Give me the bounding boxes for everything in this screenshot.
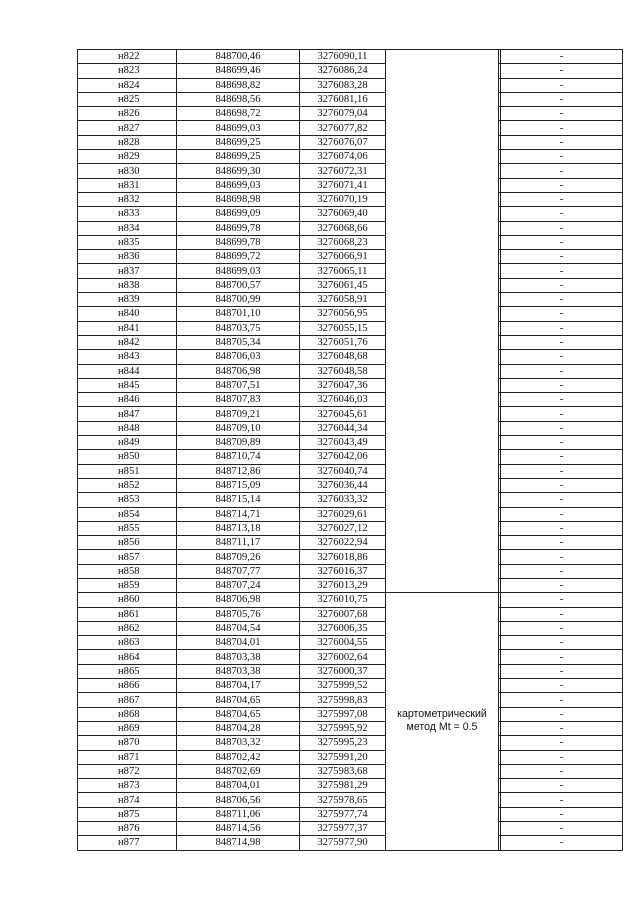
mark-cell: - [501, 707, 623, 721]
y-coordinate-cell: 3276076,07 [300, 135, 386, 149]
mark-cell: - [501, 135, 623, 149]
mark-cell: - [501, 50, 623, 64]
y-coordinate-cell: 3275995,92 [300, 721, 386, 735]
mark-cell: - [501, 192, 623, 206]
x-coordinate-cell: 848704,65 [177, 707, 300, 721]
method-cell [386, 593, 499, 850]
x-coordinate-cell: 848700,46 [177, 50, 300, 64]
mark-cell: - [501, 807, 623, 821]
y-coordinate-cell: 3276018,86 [300, 550, 386, 564]
table-row [78, 121, 623, 135]
method-label-line1: картометрический [397, 708, 487, 721]
point-id-cell: н832 [78, 192, 177, 206]
y-coordinate-cell: 3276077,82 [300, 121, 386, 135]
table-row [78, 250, 623, 264]
point-id-cell: н826 [78, 107, 177, 121]
point-id-cell: н824 [78, 78, 177, 92]
mark-cell: - [501, 764, 623, 778]
point-id-cell: н866 [78, 679, 177, 693]
table-row [78, 235, 623, 249]
point-id-cell: н843 [78, 350, 177, 364]
table-row [78, 107, 623, 121]
y-coordinate-cell: 3275998,83 [300, 693, 386, 707]
y-coordinate-cell: 3275995,23 [300, 736, 386, 750]
y-coordinate-cell: 3276033,32 [300, 493, 386, 507]
x-coordinate-cell: 848704,01 [177, 779, 300, 793]
point-id-cell: н873 [78, 779, 177, 793]
mark-cell: - [501, 207, 623, 221]
x-coordinate-cell: 848699,03 [177, 121, 300, 135]
mark-cell: - [501, 64, 623, 78]
table-row [78, 779, 623, 793]
mark-cell: - [501, 593, 623, 607]
point-id-cell: н874 [78, 793, 177, 807]
point-id-cell: н870 [78, 736, 177, 750]
point-id-cell: н834 [78, 221, 177, 235]
mark-cell: - [501, 607, 623, 621]
mark-cell: - [501, 436, 623, 450]
y-coordinate-cell: 3275977,37 [300, 822, 386, 836]
table-row [78, 164, 623, 178]
y-coordinate-cell: 3276042,06 [300, 450, 386, 464]
x-coordinate-cell: 848703,32 [177, 736, 300, 750]
mark-cell: - [501, 507, 623, 521]
x-coordinate-cell: 848701,10 [177, 307, 300, 321]
y-coordinate-cell: 3276065,11 [300, 264, 386, 278]
table-row [78, 135, 623, 149]
point-id-cell: н835 [78, 235, 177, 249]
x-coordinate-cell: 848704,17 [177, 679, 300, 693]
table-row [78, 64, 623, 78]
mark-cell: - [501, 164, 623, 178]
x-coordinate-cell: 848706,56 [177, 793, 300, 807]
table-row [78, 293, 623, 307]
table-row [78, 150, 623, 164]
y-coordinate-cell: 3275997,08 [300, 707, 386, 721]
point-id-cell: н852 [78, 478, 177, 492]
point-id-cell: н833 [78, 207, 177, 221]
x-coordinate-cell: 848703,38 [177, 664, 300, 678]
x-coordinate-cell: 848699,46 [177, 64, 300, 78]
table-row [78, 564, 623, 578]
x-coordinate-cell: 848715,14 [177, 493, 300, 507]
point-id-cell: н822 [78, 50, 177, 64]
table-row [78, 92, 623, 106]
mark-cell: - [501, 721, 623, 735]
mark-cell: - [501, 464, 623, 478]
point-id-cell: н848 [78, 421, 177, 435]
y-coordinate-cell: 3276072,31 [300, 164, 386, 178]
table-row [78, 707, 623, 721]
table-row [78, 50, 623, 64]
y-coordinate-cell: 3276068,23 [300, 235, 386, 249]
mark-cell: - [501, 521, 623, 535]
y-coordinate-cell: 3276013,29 [300, 578, 386, 592]
point-id-cell: н857 [78, 550, 177, 564]
method-label-line2: метод Mt = 0.5 [406, 721, 478, 734]
mark-cell: - [501, 378, 623, 392]
table-row [78, 436, 623, 450]
mark-cell: - [501, 664, 623, 678]
point-id-cell: н847 [78, 407, 177, 421]
point-id-cell: н856 [78, 536, 177, 550]
point-id-cell: н849 [78, 436, 177, 450]
y-coordinate-cell: 3276047,36 [300, 378, 386, 392]
y-coordinate-cell: 3276086,24 [300, 64, 386, 78]
y-coordinate-cell: 3276090,11 [300, 50, 386, 64]
x-coordinate-cell: 848706,98 [177, 593, 300, 607]
point-id-cell: н844 [78, 364, 177, 378]
point-id-cell: н872 [78, 764, 177, 778]
table-row [78, 278, 623, 292]
x-coordinate-cell: 848704,54 [177, 621, 300, 635]
point-id-cell: н851 [78, 464, 177, 478]
x-coordinate-cell: 848705,34 [177, 335, 300, 349]
point-id-cell: н839 [78, 293, 177, 307]
table-row [78, 578, 623, 592]
y-coordinate-cell: 3276036,44 [300, 478, 386, 492]
y-coordinate-cell: 3275981,29 [300, 779, 386, 793]
x-coordinate-cell: 848709,26 [177, 550, 300, 564]
y-coordinate-cell: 3275999,52 [300, 679, 386, 693]
point-id-cell: н846 [78, 393, 177, 407]
x-coordinate-cell: 848714,98 [177, 836, 300, 850]
point-id-cell: н845 [78, 378, 177, 392]
mark-cell: - [501, 278, 623, 292]
table-row [78, 264, 623, 278]
table-row [78, 464, 623, 478]
table-row [78, 621, 623, 635]
point-id-cell: н858 [78, 564, 177, 578]
point-id-cell: н831 [78, 178, 177, 192]
point-id-cell: н864 [78, 650, 177, 664]
point-id-cell: н838 [78, 278, 177, 292]
x-coordinate-cell: 848700,57 [177, 278, 300, 292]
point-id-cell: н853 [78, 493, 177, 507]
table-row [78, 693, 623, 707]
table-row [78, 536, 623, 550]
y-coordinate-cell: 3275991,20 [300, 750, 386, 764]
y-coordinate-cell: 3276083,28 [300, 78, 386, 92]
table-row [78, 335, 623, 349]
x-coordinate-cell: 848714,71 [177, 507, 300, 521]
mark-cell: - [501, 750, 623, 764]
mark-cell: - [501, 307, 623, 321]
table-row [78, 78, 623, 92]
x-coordinate-cell: 848699,03 [177, 178, 300, 192]
point-id-cell: н860 [78, 593, 177, 607]
x-coordinate-cell: 848699,72 [177, 250, 300, 264]
mark-cell: - [501, 264, 623, 278]
y-coordinate-cell: 3276045,61 [300, 407, 386, 421]
y-coordinate-cell: 3276002,64 [300, 650, 386, 664]
table-row [78, 550, 623, 564]
y-coordinate-cell: 3276044,34 [300, 421, 386, 435]
mark-cell: - [501, 822, 623, 836]
x-coordinate-cell: 848703,38 [177, 650, 300, 664]
y-coordinate-cell: 3276048,58 [300, 364, 386, 378]
y-coordinate-cell: 3276004,55 [300, 636, 386, 650]
y-coordinate-cell: 3276061,45 [300, 278, 386, 292]
x-coordinate-cell: 848713,18 [177, 521, 300, 535]
x-coordinate-cell: 848703,75 [177, 321, 300, 335]
point-id-cell: н875 [78, 807, 177, 821]
y-coordinate-cell: 3275977,74 [300, 807, 386, 821]
x-coordinate-cell: 848711,06 [177, 807, 300, 821]
y-coordinate-cell: 3276051,76 [300, 335, 386, 349]
x-coordinate-cell: 848704,28 [177, 721, 300, 735]
table-row [78, 836, 623, 850]
x-coordinate-cell: 848706,98 [177, 364, 300, 378]
x-coordinate-cell: 848698,82 [177, 78, 300, 92]
mark-cell: - [501, 78, 623, 92]
x-coordinate-cell: 848712,86 [177, 464, 300, 478]
point-id-cell: н836 [78, 250, 177, 264]
y-coordinate-cell: 3276074,06 [300, 150, 386, 164]
table-row [78, 721, 623, 735]
mark-cell: - [501, 250, 623, 264]
point-id-cell: н863 [78, 636, 177, 650]
table-row [78, 221, 623, 235]
x-coordinate-cell: 848709,10 [177, 421, 300, 435]
table-row [78, 407, 623, 421]
y-coordinate-cell: 3276066,91 [300, 250, 386, 264]
mark-cell: - [501, 836, 623, 850]
mark-cell: - [501, 293, 623, 307]
y-coordinate-cell: 3276079,04 [300, 107, 386, 121]
mark-cell: - [501, 450, 623, 464]
table-row [78, 807, 623, 821]
mark-cell: - [501, 550, 623, 564]
point-id-cell: н823 [78, 64, 177, 78]
x-coordinate-cell: 848715,09 [177, 478, 300, 492]
mark-cell: - [501, 92, 623, 106]
table-row [78, 664, 623, 678]
x-coordinate-cell: 848704,65 [177, 693, 300, 707]
table-row [78, 207, 623, 221]
x-coordinate-cell: 848699,30 [177, 164, 300, 178]
mark-cell: - [501, 335, 623, 349]
y-coordinate-cell: 3275977,90 [300, 836, 386, 850]
x-coordinate-cell: 848710,74 [177, 450, 300, 464]
y-coordinate-cell: 3276029,61 [300, 507, 386, 521]
mark-cell: - [501, 364, 623, 378]
mark-cell: - [501, 693, 623, 707]
y-coordinate-cell: 3276040,74 [300, 464, 386, 478]
y-coordinate-cell: 3276081,16 [300, 92, 386, 106]
point-id-cell: н854 [78, 507, 177, 521]
x-coordinate-cell: 848706,03 [177, 350, 300, 364]
x-coordinate-cell: 848705,76 [177, 607, 300, 621]
mark-cell: - [501, 107, 623, 121]
mark-cell: - [501, 779, 623, 793]
table-row [78, 350, 623, 364]
table-row [78, 593, 623, 607]
table-row [78, 793, 623, 807]
x-coordinate-cell: 848698,98 [177, 192, 300, 206]
mark-cell: - [501, 121, 623, 135]
point-id-cell: н861 [78, 607, 177, 621]
table-row [78, 822, 623, 836]
y-coordinate-cell: 3276056,95 [300, 307, 386, 321]
table-row [78, 178, 623, 192]
point-id-cell: н859 [78, 578, 177, 592]
table-row [78, 650, 623, 664]
x-coordinate-cell: 848711,17 [177, 536, 300, 550]
point-id-cell: н840 [78, 307, 177, 321]
x-coordinate-cell: 848699,25 [177, 150, 300, 164]
point-id-cell: н850 [78, 450, 177, 464]
y-coordinate-cell: 3276022,94 [300, 536, 386, 550]
y-coordinate-cell: 3276043,49 [300, 436, 386, 450]
table-row [78, 364, 623, 378]
x-coordinate-cell: 848704,01 [177, 636, 300, 650]
point-id-cell: н868 [78, 707, 177, 721]
y-coordinate-cell: 3276048,68 [300, 350, 386, 364]
x-coordinate-cell: 848699,09 [177, 207, 300, 221]
table-row [78, 307, 623, 321]
x-coordinate-cell: 848709,21 [177, 407, 300, 421]
x-coordinate-cell: 848707,51 [177, 378, 300, 392]
mark-cell: - [501, 736, 623, 750]
y-coordinate-cell: 3276046,03 [300, 393, 386, 407]
mark-cell: - [501, 564, 623, 578]
mark-cell: - [501, 221, 623, 235]
mark-cell: - [501, 636, 623, 650]
table-row [78, 321, 623, 335]
point-id-cell: н871 [78, 750, 177, 764]
x-coordinate-cell: 848699,03 [177, 264, 300, 278]
point-id-cell: н841 [78, 321, 177, 335]
mark-cell: - [501, 393, 623, 407]
coordinates-table [77, 49, 623, 851]
x-coordinate-cell: 848700,99 [177, 293, 300, 307]
y-coordinate-cell: 3275983,68 [300, 764, 386, 778]
table-row [78, 764, 623, 778]
point-id-cell: н877 [78, 836, 177, 850]
mark-cell: - [501, 679, 623, 693]
y-coordinate-cell: 3276068,66 [300, 221, 386, 235]
point-id-cell: н876 [78, 822, 177, 836]
x-coordinate-cell: 848707,77 [177, 564, 300, 578]
y-coordinate-cell: 3276055,15 [300, 321, 386, 335]
table-row [78, 636, 623, 650]
point-id-cell: н869 [78, 721, 177, 735]
y-coordinate-cell: 3276000,37 [300, 664, 386, 678]
x-coordinate-cell: 848702,69 [177, 764, 300, 778]
y-coordinate-cell: 3276058,91 [300, 293, 386, 307]
mark-cell: - [501, 793, 623, 807]
table-row [78, 421, 623, 435]
y-coordinate-cell: 3276070,19 [300, 192, 386, 206]
y-coordinate-cell: 3276007,68 [300, 607, 386, 621]
mark-cell: - [501, 235, 623, 249]
point-id-cell: н837 [78, 264, 177, 278]
x-coordinate-cell: 848709,89 [177, 436, 300, 450]
coordinates-table-body [78, 50, 623, 851]
mark-cell: - [501, 321, 623, 335]
point-id-cell: н865 [78, 664, 177, 678]
mark-cell: - [501, 407, 623, 421]
x-coordinate-cell: 848698,56 [177, 92, 300, 106]
mark-cell: - [501, 421, 623, 435]
y-coordinate-cell: 3276069,40 [300, 207, 386, 221]
point-id-cell: н862 [78, 621, 177, 635]
mark-cell: - [501, 578, 623, 592]
table-row [78, 493, 623, 507]
mark-cell: - [501, 178, 623, 192]
x-coordinate-cell: 848698,72 [177, 107, 300, 121]
point-id-cell: н867 [78, 693, 177, 707]
point-id-cell: н825 [78, 92, 177, 106]
table-row [78, 736, 623, 750]
y-coordinate-cell: 3276027,12 [300, 521, 386, 535]
mark-cell: - [501, 493, 623, 507]
mark-cell: - [501, 650, 623, 664]
table-row [78, 450, 623, 464]
x-coordinate-cell: 848707,83 [177, 393, 300, 407]
point-id-cell: н827 [78, 121, 177, 135]
x-coordinate-cell: 848699,25 [177, 135, 300, 149]
x-coordinate-cell: 848699,78 [177, 221, 300, 235]
mark-cell: - [501, 350, 623, 364]
table-row [78, 607, 623, 621]
table-row [78, 679, 623, 693]
mark-cell: - [501, 536, 623, 550]
y-coordinate-cell: 3275978,65 [300, 793, 386, 807]
x-coordinate-cell: 848714,56 [177, 822, 300, 836]
mark-cell: - [501, 150, 623, 164]
table-row [78, 378, 623, 392]
x-coordinate-cell: 848707,24 [177, 578, 300, 592]
point-id-cell: н830 [78, 164, 177, 178]
coordinates-table-wrapper [77, 49, 604, 851]
table-row [78, 393, 623, 407]
y-coordinate-cell: 3276016,37 [300, 564, 386, 578]
y-coordinate-cell: 3276071,41 [300, 178, 386, 192]
table-row [78, 478, 623, 492]
point-id-cell: н829 [78, 150, 177, 164]
x-coordinate-cell: 848702,42 [177, 750, 300, 764]
table-row [78, 750, 623, 764]
mark-cell: - [501, 621, 623, 635]
point-id-cell: н828 [78, 135, 177, 149]
table-row [78, 507, 623, 521]
y-coordinate-cell: 3276010,75 [300, 593, 386, 607]
method-cell-empty [386, 50, 499, 593]
table-row [78, 521, 623, 535]
point-id-cell: н855 [78, 521, 177, 535]
table-row [78, 192, 623, 206]
x-coordinate-cell: 848699,78 [177, 235, 300, 249]
point-id-cell: н842 [78, 335, 177, 349]
mark-cell: - [501, 478, 623, 492]
y-coordinate-cell: 3276006,35 [300, 621, 386, 635]
